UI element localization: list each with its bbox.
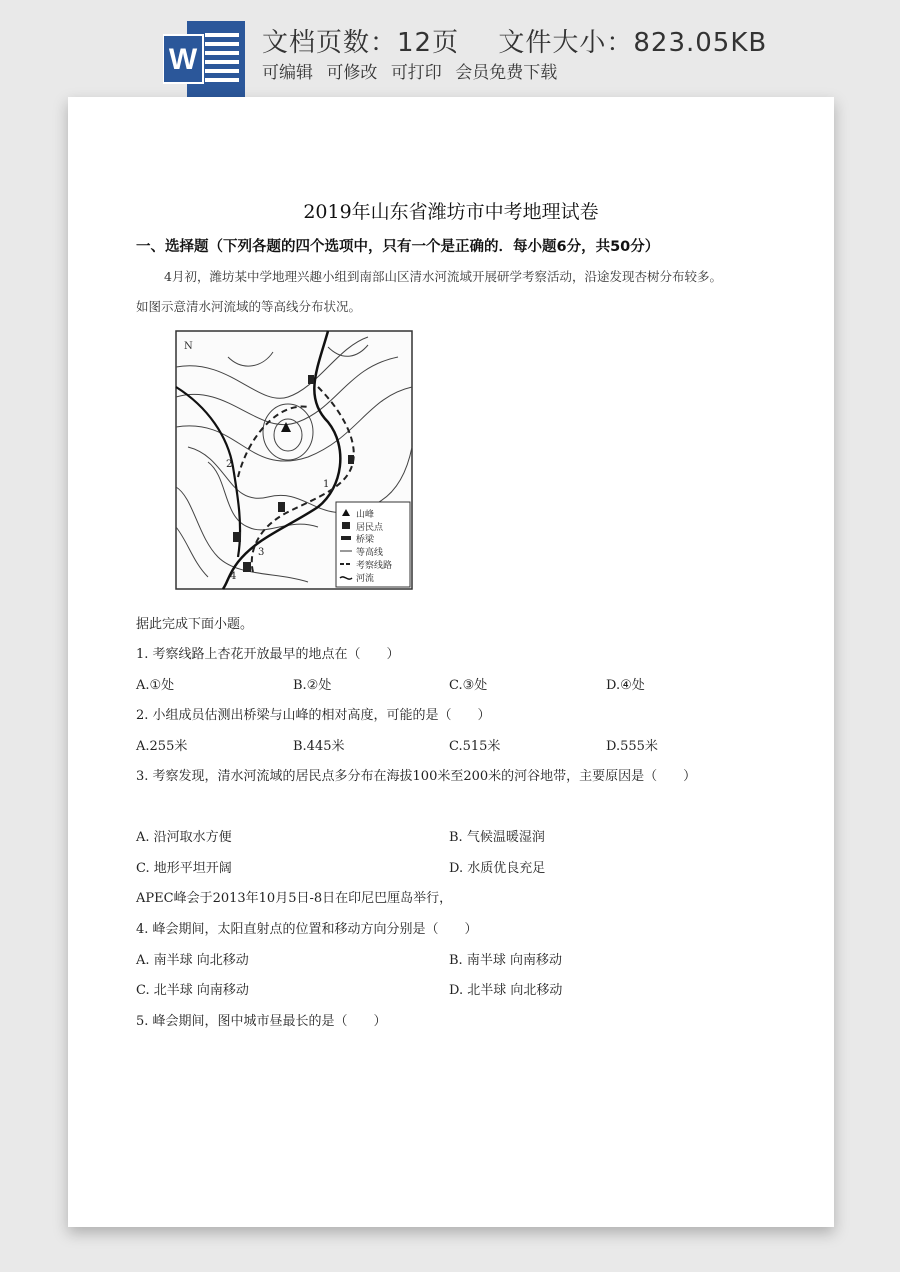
document-title: 2019年山东省潍坊市中考地理试卷 bbox=[303, 201, 599, 223]
map-marker-label: 1 bbox=[323, 479, 330, 490]
lead-text: 据此完成下面小题。 bbox=[136, 617, 254, 632]
settlement-marker bbox=[308, 375, 314, 384]
question-3: 3. 考察发现，清水河流域的居民点多分布在海拔100米至200米的河谷地带，主要原因是（ ） bbox=[136, 769, 697, 784]
map-legend bbox=[336, 502, 410, 587]
option-a: A. 沿河取水方便 bbox=[136, 830, 232, 845]
contour-map-figure bbox=[168, 327, 418, 592]
option-c: C. 北半球 向南移动 bbox=[136, 983, 249, 998]
question-5: 5. 峰会期间，图中城市昼最长的是（ ） bbox=[136, 1014, 387, 1029]
option-d: D.555米 bbox=[606, 739, 658, 754]
map-marker-label: 4 bbox=[230, 571, 237, 582]
feature-item: 可打印 bbox=[390, 63, 442, 83]
file-size: 文件大小：823.05KB bbox=[498, 28, 768, 58]
option-a: A.①处 bbox=[136, 678, 175, 693]
svg-text:W: W bbox=[168, 43, 198, 76]
legend-label: 河流 bbox=[356, 574, 375, 584]
feature-list bbox=[262, 58, 557, 83]
map-marker-label: 2 bbox=[226, 459, 233, 470]
option-b: B. 气候温暖湿润 bbox=[449, 830, 545, 845]
option-b: B. 南半球 向南移动 bbox=[449, 953, 562, 968]
option-d: D. 北半球 向北移动 bbox=[449, 983, 563, 998]
option-c: C.③处 bbox=[449, 678, 488, 693]
settlement-marker bbox=[348, 455, 354, 464]
option-d: D.④处 bbox=[606, 678, 645, 693]
option-a: A.255米 bbox=[136, 739, 188, 754]
word-document-icon bbox=[163, 21, 245, 97]
document-info-bar bbox=[0, 0, 900, 100]
intro-paragraph-2: 如图示意清水河流域的等高线分布状况。 bbox=[136, 299, 362, 314]
map-marker-label: 3 bbox=[258, 547, 265, 558]
legend-label: 山峰 bbox=[356, 510, 375, 520]
option-c: C.515米 bbox=[449, 739, 501, 754]
bridge-marker bbox=[278, 502, 285, 512]
option-b: B.②处 bbox=[293, 678, 332, 693]
question-4: 4. 峰会期间，太阳直射点的位置和移动方向分别是（ ） bbox=[136, 922, 478, 937]
apec-intro: APEC峰会于2013年10月5日-8日在印尼巴厘岛举行， bbox=[136, 891, 453, 906]
option-a: A. 南半球 向北移动 bbox=[136, 953, 249, 968]
document-stats bbox=[262, 22, 767, 59]
option-c: C. 地形平坦开阔 bbox=[136, 861, 232, 876]
page-count: 文档页数：12页 bbox=[262, 28, 460, 58]
feature-item: 可编辑 bbox=[262, 63, 313, 83]
legend-label: 居民点 bbox=[356, 523, 384, 533]
legend-label: 桥梁 bbox=[356, 535, 375, 545]
legend-label: 考察线路 bbox=[356, 561, 393, 571]
option-d: D. 水质优良充足 bbox=[449, 861, 546, 876]
question-1: 1. 考察线路上杏花开放最早的地点在（ ） bbox=[136, 647, 400, 662]
question-2: 2. 小组成员估测出桥梁与山峰的相对高度，可能的是（ ） bbox=[136, 708, 491, 723]
feature-item: 可修改 bbox=[326, 63, 378, 83]
option-b: B.445米 bbox=[293, 739, 345, 754]
settlement-marker bbox=[233, 532, 241, 542]
settlement-marker bbox=[243, 562, 251, 572]
section-heading: 一、选择题（下列各题的四个选项中，只有一个是正确的．每小题6分，共50分） bbox=[136, 239, 660, 255]
document-page bbox=[68, 97, 834, 1227]
legend-label: 等高线 bbox=[356, 548, 384, 558]
intro-paragraph: 4月初，潍坊某中学地理兴趣小组到南部山区清水河流域开展研学考察活动，沿途发现杏树分布较多。 bbox=[164, 269, 722, 284]
north-arrow-label: N bbox=[184, 341, 193, 352]
feature-item: 会员免费下载 bbox=[455, 63, 558, 83]
